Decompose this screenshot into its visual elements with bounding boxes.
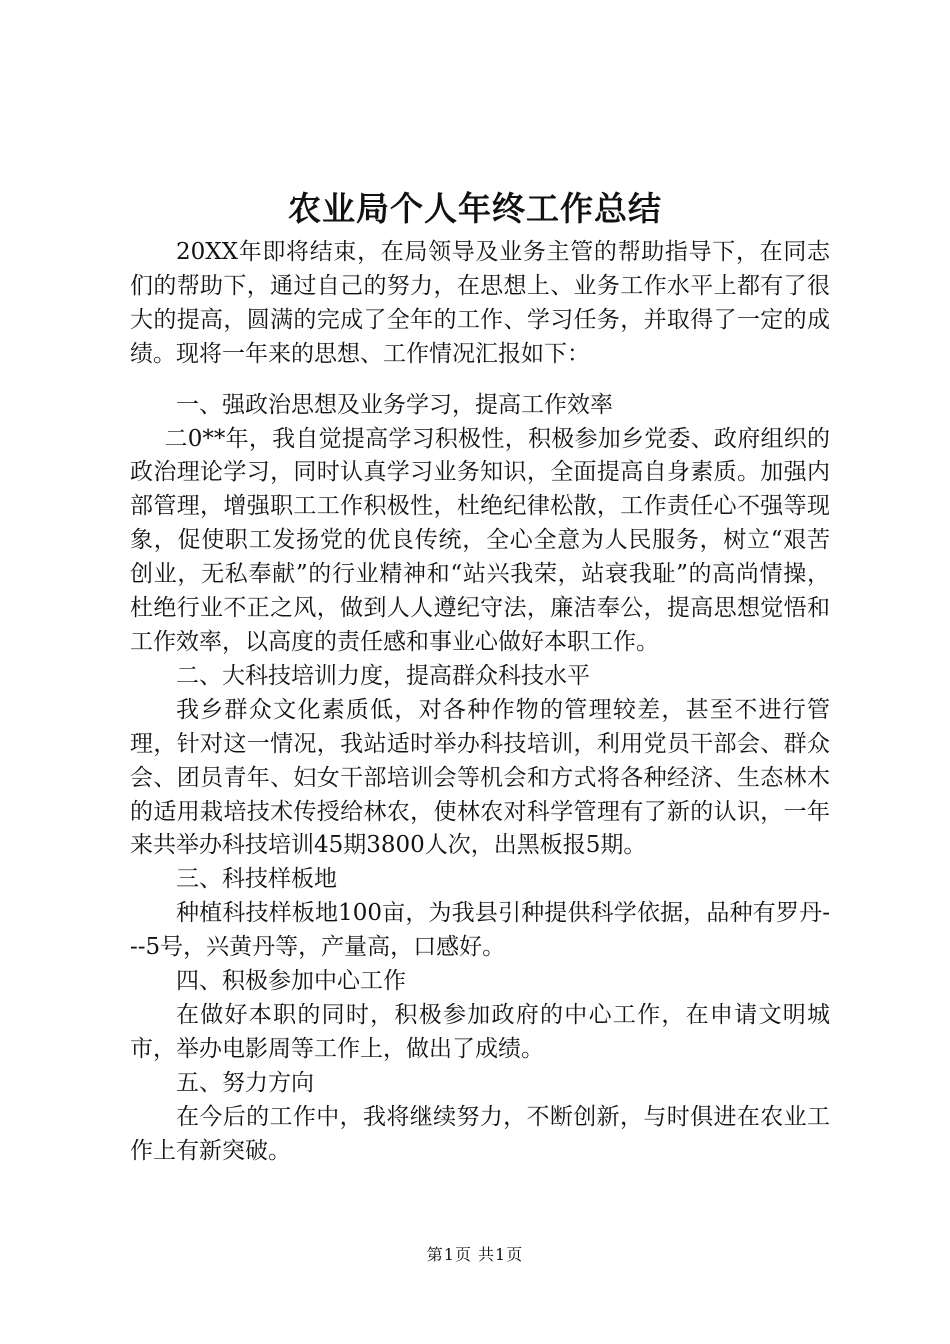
section-4-paragraph: 在做好本职的同时，积极参加政府的中心工作，在申请文明城市，举办电影周等工作上，做出了成绩。: [130, 1001, 830, 1062]
section-5-paragraph: 在今后的工作中，我将继续努力，不断创新，与时俱进在农业工作上有新突破。: [130, 1103, 830, 1164]
section-3-paragraph: 种植科技样板地100亩，为我县引种提供科学依据，品种有罗丹---5号，兴黄丹等，产量高，口感好。: [130, 900, 830, 961]
page-number-footer: 第1页 共1页: [426, 1245, 524, 1264]
section-1-heading: 一、强政治思想及业务学习，提高工作效率: [176, 391, 613, 418]
section-1-paragraph: 二0**年，我自觉提高学习积极性，积极参加乡党委、政府组织的政治理论学习，同时认真学习业务知识，全面提高自身素质。加强内部管理，增强职工工作积极性，杜绝纪律松散，工作责任心不强等现象，促使职工发扬党的优良传统，全心全意为人民服务，树立“艰苦创业，无私奉献”的行业精神和“站兴我荣，站衰我耻”的高尚情操，杜绝行业不正之风，做到人人遵纪守法，廉洁奉公，提高思想觉悟和工作效率，以高度的责任感和事业心做好本职工作。: [130, 425, 830, 655]
section-3-heading: 三、科技样板地: [176, 866, 337, 893]
document-title: 农业局个人年终工作总结: [288, 189, 662, 228]
section-4-heading: 四、积极参加中心工作: [176, 968, 406, 995]
section-2-heading: 二、大科技培训力度，提高群众科技水平: [176, 662, 590, 689]
section-5-heading: 五、努力方向: [176, 1069, 314, 1096]
section-2-paragraph: 我乡群众文化素质低，对各种作物的管理较差，甚至不进行管理，针对这一情况，我站适时举办科技培训，利用党员干部会、群众会、团员青年、妇女干部培训会等机会和方式将各种经济、生态林木的适用栽培技术传授给林农，使林农对科学管理有了新的认识，一年来共举办科技培训45期3800人次，出黑板报5期。: [130, 696, 830, 859]
intro-paragraph: 20XX年即将结束，在局领导及业务主管的帮助指导下，在同志们的帮助下，通过自己的努力，在思想上、业务工作水平上都有了很大的提高，圆满的完成了全年的工作、学习任务，并取得了一定的成绩。现将一年来的思想、工作情况汇报如下：: [130, 239, 830, 367]
document-body: [130, 236, 830, 1168]
